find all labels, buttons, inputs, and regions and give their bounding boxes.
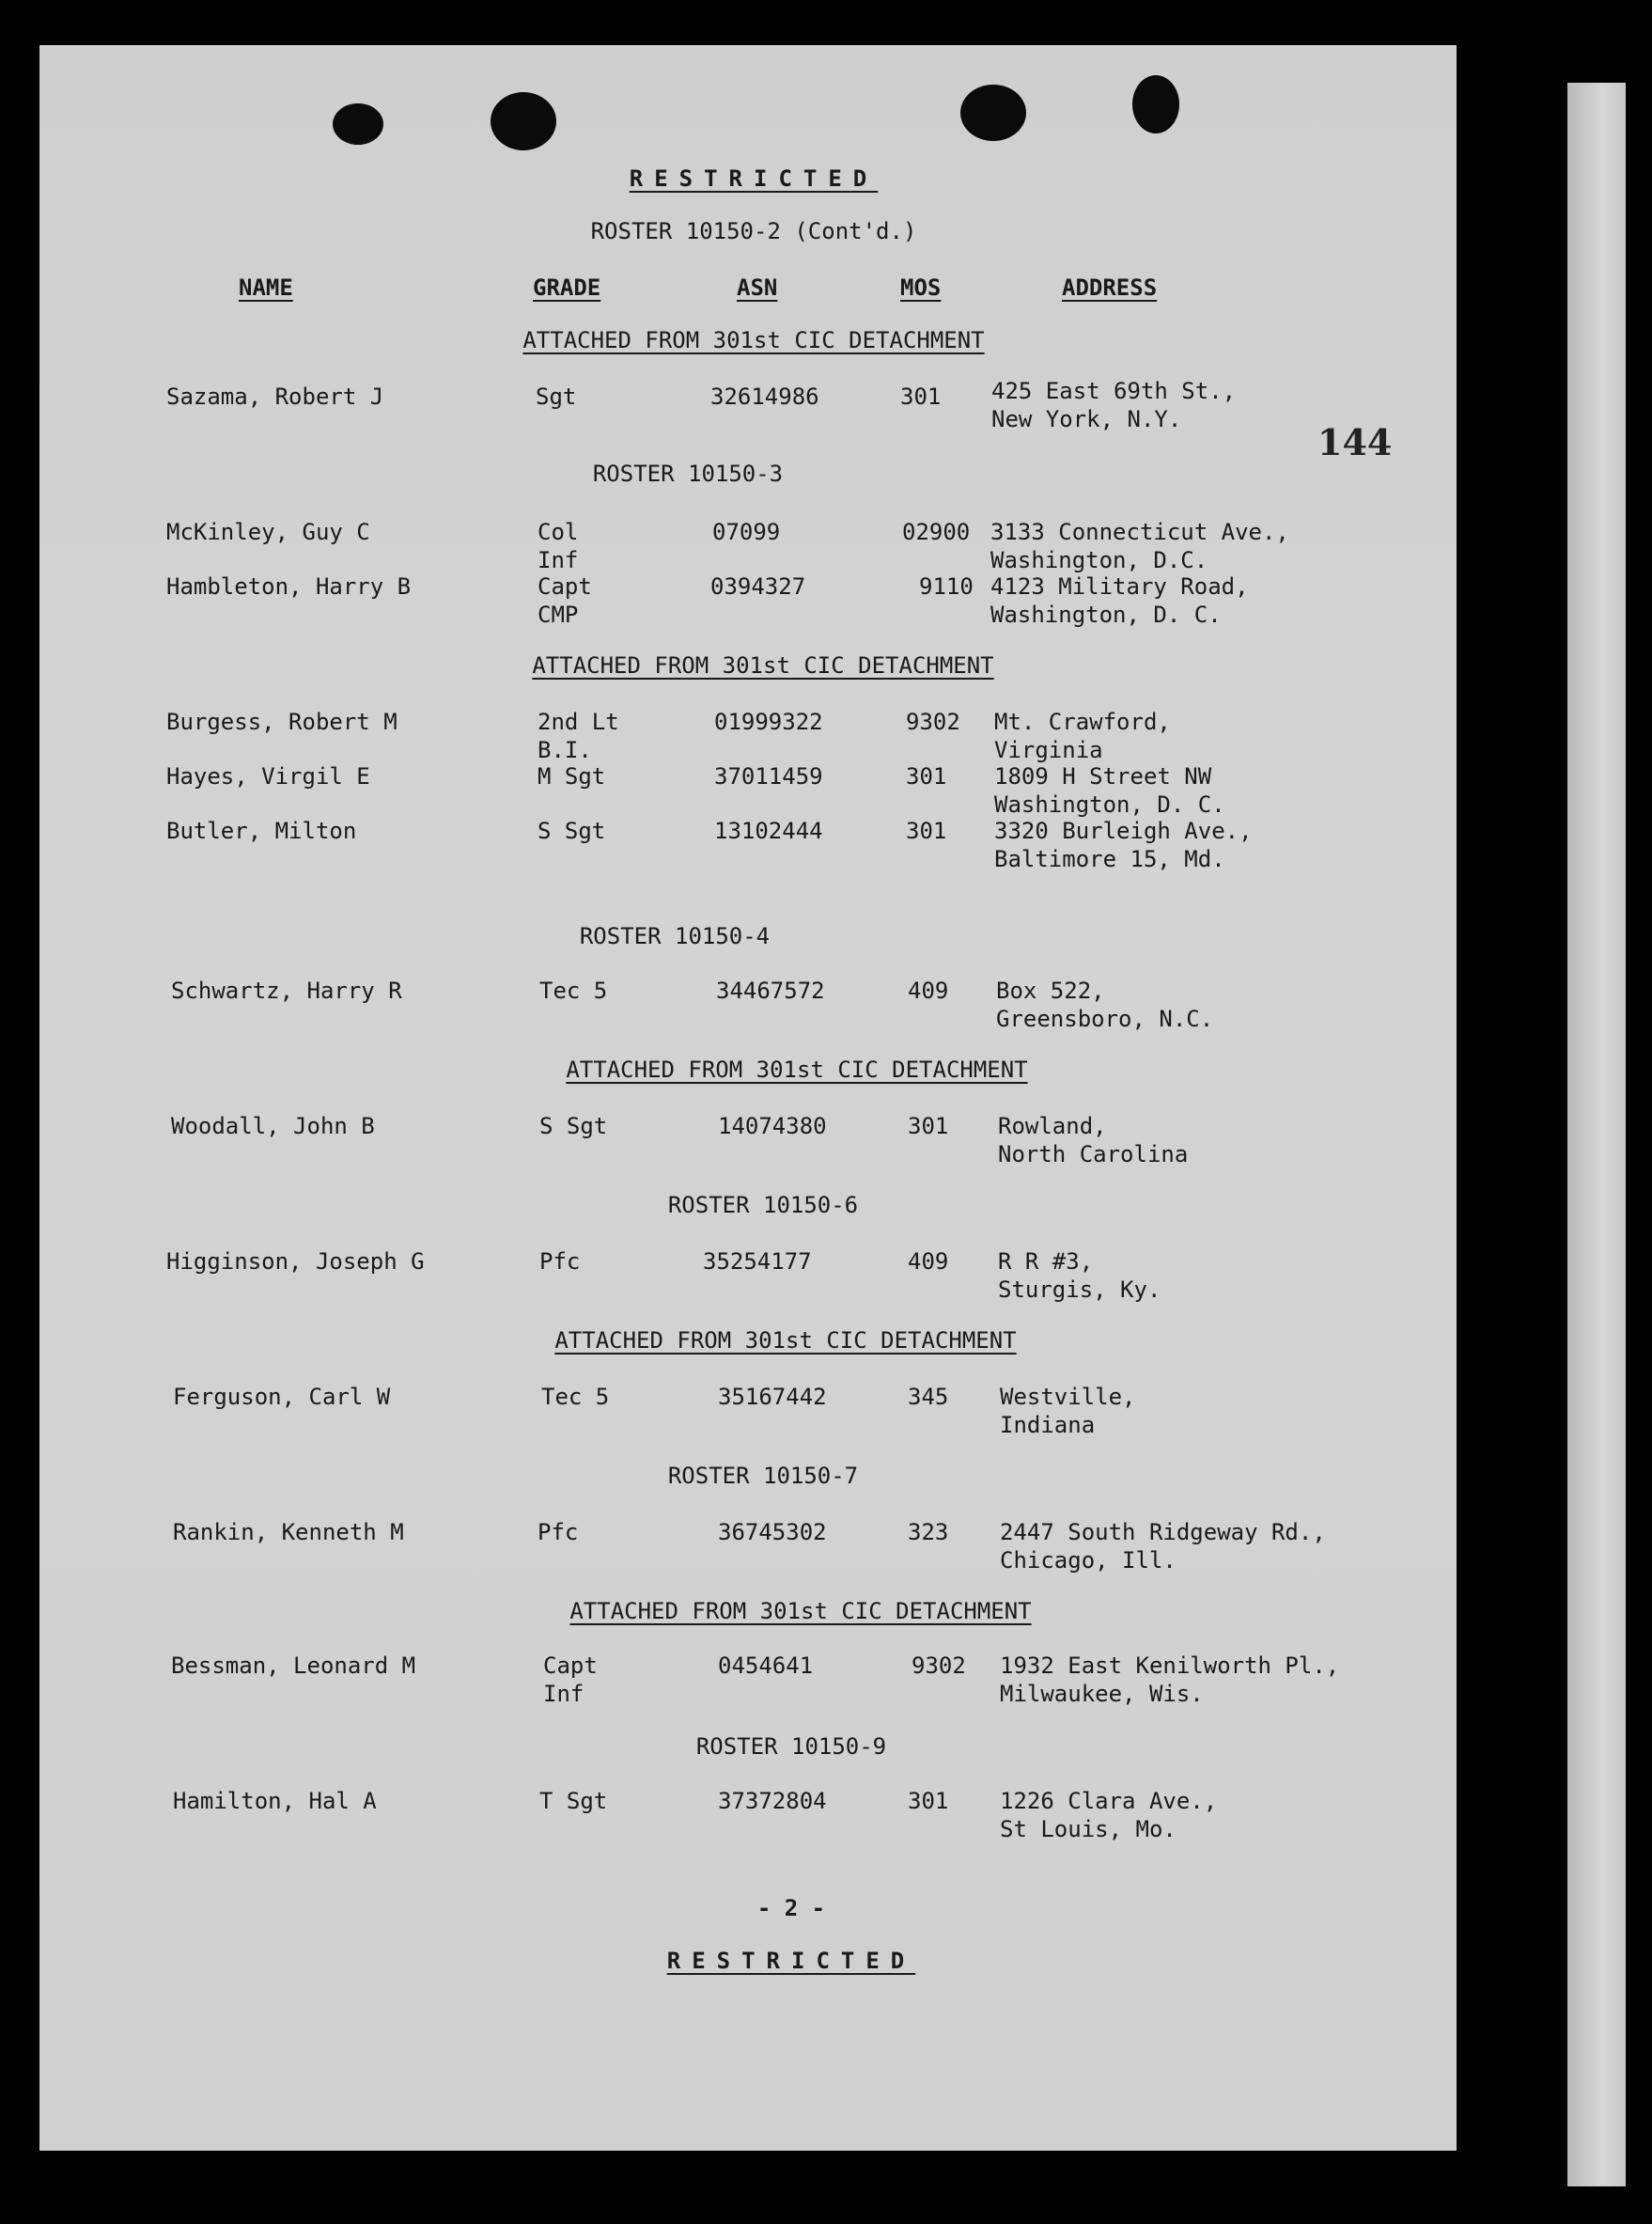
column-header-mos: MOS [900,274,942,301]
section-heading: ATTACHED FROM 301st CIC DETACHMENT [554,1327,1017,1354]
punch-hole [491,92,556,150]
entry-grade: T Sgt [539,1788,608,1814]
entry-address-line: Washington, D. C. [994,791,1225,818]
entry-asn: 37011459 [714,763,823,790]
classification-header: RESTRICTED [629,165,879,192]
entry-address-line: Sturgis, Ky. [998,1276,1161,1303]
roster-title: ROSTER 10150-2 (Cont'd.) [590,218,917,244]
entry-mos: 301 [908,1788,949,1814]
entry-grade: Pfc [539,1248,581,1275]
entry-address-line: Westville, [1000,1384,1136,1410]
entry-name: Bessman, Leonard M [171,1652,416,1679]
punch-hole [1132,75,1179,133]
section-heading: ROSTER 10150-6 [667,1192,859,1218]
entry-grade: Inf [543,1681,584,1707]
entry-asn: 13102444 [714,818,823,844]
entry-grade: Capt [538,573,592,600]
entry-grade: Capt [543,1652,598,1679]
entry-address-line: North Carolina [998,1141,1189,1167]
entry-name: Higginson, Joseph G [166,1248,425,1275]
entry-address-line: Virginia [994,737,1103,763]
entry-name: Schwartz, Harry R [171,978,402,1004]
entry-address-line: Greensboro, N.C. [996,1006,1214,1032]
entry-name: Butler, Milton [166,818,357,844]
entry-mos: 301 [906,818,947,844]
entry-grade: Col [538,519,579,545]
entry-asn: 35254177 [703,1248,812,1275]
entry-asn: 0454641 [718,1652,814,1679]
document-page [39,45,1457,2151]
entry-asn: 37372804 [718,1788,827,1814]
section-heading: ROSTER 10150-3 [592,461,784,487]
section-heading: ATTACHED FROM 301st CIC DETACHMENT [522,327,985,353]
page-number-mark: 144 [1317,421,1393,463]
adjacent-page-edge [1567,83,1626,2186]
entry-mos: 9302 [912,1652,966,1679]
entry-address-line: 4123 Military Road, [990,573,1249,600]
entry-grade: S Sgt [539,1113,608,1139]
section-heading: ROSTER 10150-7 [667,1463,859,1489]
entry-address-line: Box 522, [996,978,1105,1004]
entry-address-line: New York, N.Y. [991,406,1182,432]
entry-grade: Inf [538,547,579,573]
entry-grade: M Sgt [538,763,606,790]
entry-grade: Tec 5 [541,1384,610,1410]
entry-mos: 409 [908,1248,949,1275]
column-header-name: NAME [239,274,293,301]
entry-address-line: 2447 South Ridgeway Rd., [1000,1519,1326,1545]
section-heading: ROSTER 10150-9 [695,1733,887,1760]
entry-grade: B.I. [538,737,592,763]
entry-mos: 02900 [902,519,971,545]
entry-mos: 323 [908,1519,949,1545]
entry-address-line: Chicago, Ill. [1000,1547,1177,1574]
entry-address-line: Baltimore 15, Md. [994,846,1225,872]
entry-address-line: 1226 Clara Ave., [1000,1788,1218,1814]
entry-mos: 301 [908,1113,949,1139]
entry-address-line: Washington, D.C. [990,547,1208,573]
section-heading: ROSTER 10150-4 [579,923,771,949]
entry-address-line: Milwaukee, Wis. [1000,1681,1204,1707]
entry-address-line: Mt. Crawford, [994,709,1171,735]
entry-address-line: 1932 East Kenilworth Pl., [1000,1652,1340,1679]
entry-address-line: Indiana [1000,1412,1096,1438]
entry-name: Hayes, Virgil E [166,763,370,790]
entry-name: Ferguson, Carl W [173,1384,391,1410]
entry-address-line: 425 East 69th St., [991,378,1237,404]
entry-mos: 301 [900,384,942,410]
entry-asn: 36745302 [718,1519,827,1545]
punch-hole [333,103,383,145]
section-heading: ATTACHED FROM 301st CIC DETACHMENT [569,1598,1032,1624]
entry-asn: 32614986 [710,384,819,410]
entry-mos: 301 [906,763,947,790]
entry-grade: S Sgt [538,818,606,844]
entry-address-line: 3133 Connecticut Ave., [990,519,1289,545]
classification-footer: RESTRICTED [666,1948,916,1974]
entry-asn: 14074380 [718,1113,827,1139]
entry-grade: Sgt [536,384,577,410]
entry-asn: 35167442 [718,1384,827,1410]
entry-address-line: Washington, D. C. [990,602,1222,628]
entry-address-line: Rowland, [998,1113,1107,1139]
entry-name: Hamilton, Hal A [173,1788,377,1814]
entry-name: McKinley, Guy C [166,519,370,545]
column-header-asn: ASN [737,274,778,301]
entry-name: Burgess, Robert M [166,709,397,735]
entry-address-line: R R #3, [998,1248,1094,1275]
entry-grade: Pfc [538,1519,579,1545]
entry-name: Sazama, Robert J [166,384,384,410]
entry-name: Woodall, John B [171,1113,375,1139]
entry-name: Rankin, Kenneth M [173,1519,404,1545]
entry-grade: CMP [538,602,579,628]
entry-mos: 409 [908,978,949,1004]
punch-hole [960,85,1026,141]
entry-name: Hambleton, Harry B [166,573,412,600]
entry-address-line: 3320 Burleigh Ave., [994,818,1253,844]
column-header-address: ADDRESS [1062,274,1158,301]
entry-mos: 345 [908,1384,949,1410]
section-heading: ATTACHED FROM 301st CIC DETACHMENT [532,652,994,679]
entry-asn: 0394327 [710,573,806,600]
column-header-grade: GRADE [533,274,601,301]
entry-mos: 9302 [906,709,960,735]
entry-asn: 07099 [712,519,781,545]
page-footer-number: - 2 - [756,1895,826,1921]
entry-asn: 34467572 [716,978,825,1004]
entry-address-line: St Louis, Mo. [1000,1816,1177,1842]
entry-mos: 9110 [919,573,974,600]
section-heading: ATTACHED FROM 301st CIC DETACHMENT [566,1057,1028,1083]
entry-grade: Tec 5 [539,978,608,1004]
entry-grade: 2nd Lt [538,709,619,735]
entry-address-line: 1809 H Street NW [994,763,1212,790]
entry-asn: 01999322 [714,709,823,735]
